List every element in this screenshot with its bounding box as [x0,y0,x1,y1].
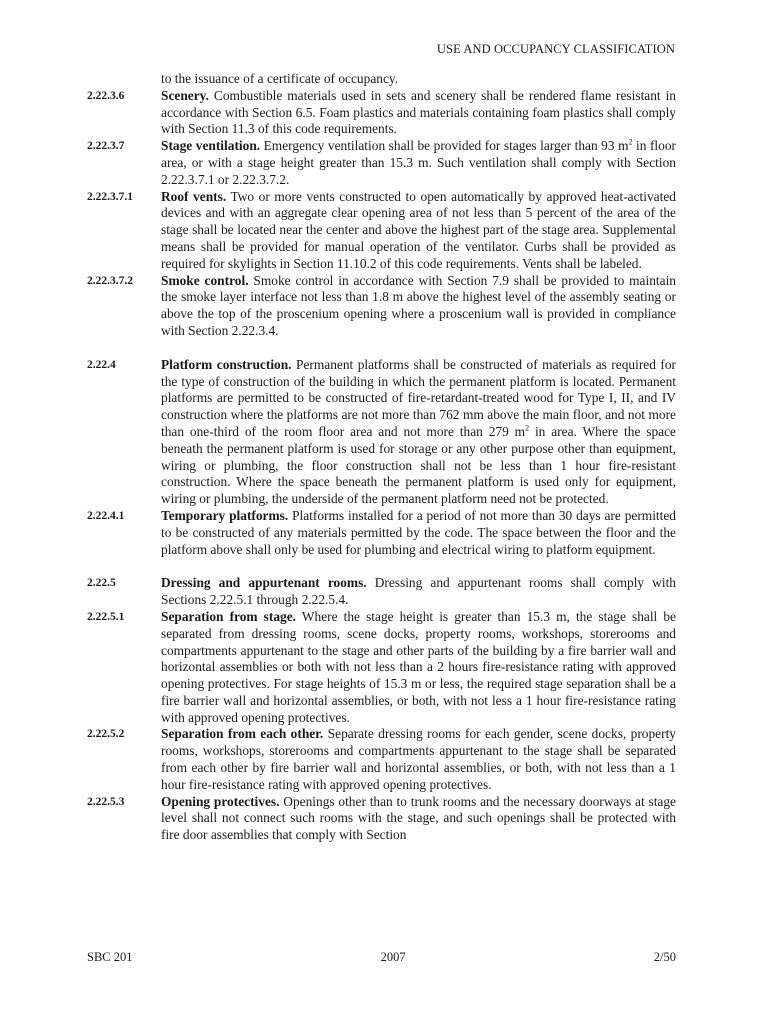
page-footer [87,950,676,965]
document-body [87,71,676,844]
section-2-22-3-7-2 [87,273,676,340]
footer-code-name: SBC 201 [87,950,133,964]
section-body: Dressing and appurtenant rooms shall comply with Sections 2.22.5.1 through 2.22.5.4. [161,575,676,608]
section-number: 2.22.5.1 [87,610,125,623]
section-number: 2.22.4.1 [87,509,125,522]
section-body: Separate dressing rooms for each gender, scene docks, property rooms, workshops, storerooms and compartments appurtenant to the stage shall be separated from each other by fire barrier wall and horizontal assemblies, or both, with not less than a 1 hour fire-resistance rating with approved opening protectives. [161,726,677,792]
section-2-22-4-1 [87,508,676,558]
section-number: 2.22.3.7.2 [87,274,133,287]
section-number: 2.22.3.7.1 [87,190,133,203]
section-body: Emergency ventilation shall be provided for stages larger than 93 m [260,138,629,154]
section-heading: Separation from stage. [161,608,297,624]
section-2-22-4 [87,357,676,508]
section-2-22-3-6 [87,88,676,138]
superscript: 2 [525,423,530,433]
section-2-22-5-2 [87,726,676,793]
section-number: 2.22.5 [87,577,116,590]
continuation-text: to the issuance of a certificate of occupancy. [161,71,399,86]
section-number: 2.22.5.3 [87,795,125,808]
section-2-22-5 [87,575,676,609]
section-heading: Stage ventilation. [161,138,261,154]
section-body: in floor area, or with a stage height greater than 15.3 m. Such ventilation shall comply with Section 2.22.3.7.1 or 2.22.3.7.2. [161,138,676,187]
page-header: USE AND OCCUPANCY CLASSIFICATION [436,42,675,56]
section-number: 2.22.3.6 [87,89,125,102]
section-body: Where the stage height is greater than 15.3 m, the stage shall be separated from dressing rooms, scene docks, property rooms, workshops, storerooms and compartments appurtenant to the stage and other parts of the building by a fire barrier wall and horizontal assemblies or both with not less than a 2 hours fire-resistance rating with approved opening protectives. For stage heights of 15.3 m or less, the required stage separation shall be a fire barrier wall and horizontal assemblies, or both, with not less a 1 hour fire-resistance rating with approved opening protectives. [161,608,677,725]
section-body: Two or more vents constructed to open automatically by approved heat-activated devices and with an aggregate clear opening area of not less than 5 percent of the area of the stage shall be located near the center and above the highest part of the stage area. Supplemental means shall be provided for manual operation of the ventilator. Curbs shall be provided as required for skylights in Section 11.10.2 of this code requirements. Vents shall be labeled. [161,188,676,271]
section-body: Smoke control in accordance with Section 7.9 shall be provided to maintain the smoke layer interface not less than 1.8 m above the highest level of the assembly seating or above the top of the proscenium opening where a proscenium wall is provided in compliance with Section 2.22.3.4. [161,272,676,338]
continuation-paragraph [87,71,676,88]
section-heading: Dressing and appurtenant rooms. [161,575,367,591]
section-heading: Opening protectives. [161,793,280,809]
section-body: in area. Where the space beneath the permanent platform is used for storage or any other purpose other than equipment, wiring or plumbing, the floor construction shall not be less than 1 hour fire-resistant construction. Where the space beneath the permanent platform is used only for equipment, wiring or plumbing, the underside of the permanent platform need not be protected. [161,423,676,507]
section-heading: Separation from each other. [161,726,324,742]
section-body: Platforms installed for a period of not more than 30 days are permitted to be constructed of any materials permitted by the code. The space between the floor and the platform above shall only be used for plumbing and electrical wiring to platform equipment. [161,507,677,557]
section-heading: Scenery. [161,87,209,103]
section-number: 2.22.4 [87,358,116,371]
section-2-22-5-3 [87,794,676,844]
section-body: Openings other than to trunk rooms and the necessary doorways at stage level shall not connect such rooms with the stage, and such openings shall be protected with fire door assemblies that comply with Section [161,793,676,843]
section-body: Permanent platforms shall be constructed of materials as required for the type of construction of the building in which the permanent platform is located. Permanent platforms are permitted to be constructed of fire-retardant-treated wood for Type I, II, and IV construction where the platforms are not more than 762 mm above the main floor, and not more than one-third of the room floor area and not more than 279 m [161,356,676,439]
section-2-22-3-7 [87,138,676,188]
section-2-22-5-1 [87,609,676,727]
section-heading: Smoke control. [161,272,249,288]
footer-year: 2007 [380,950,406,964]
section-number: 2.22.3.7 [87,140,125,153]
section-heading: Temporary platforms. [161,507,289,523]
section-heading: Roof vents. [161,188,227,204]
section-2-22-3-7-1 [87,189,676,273]
footer-page-number: 2/50 [653,950,676,964]
section-number: 2.22.5.2 [87,728,125,741]
section-body: Combustible materials used in sets and scenery shall be rendered flame resistant in accordance with Section 6.5. Foam plastics and materials containing foam plastics shall comply with Section 11.3 of this code requirements. [161,87,676,137]
superscript: 2 [628,137,633,147]
section-heading: Platform construction. [161,356,292,372]
